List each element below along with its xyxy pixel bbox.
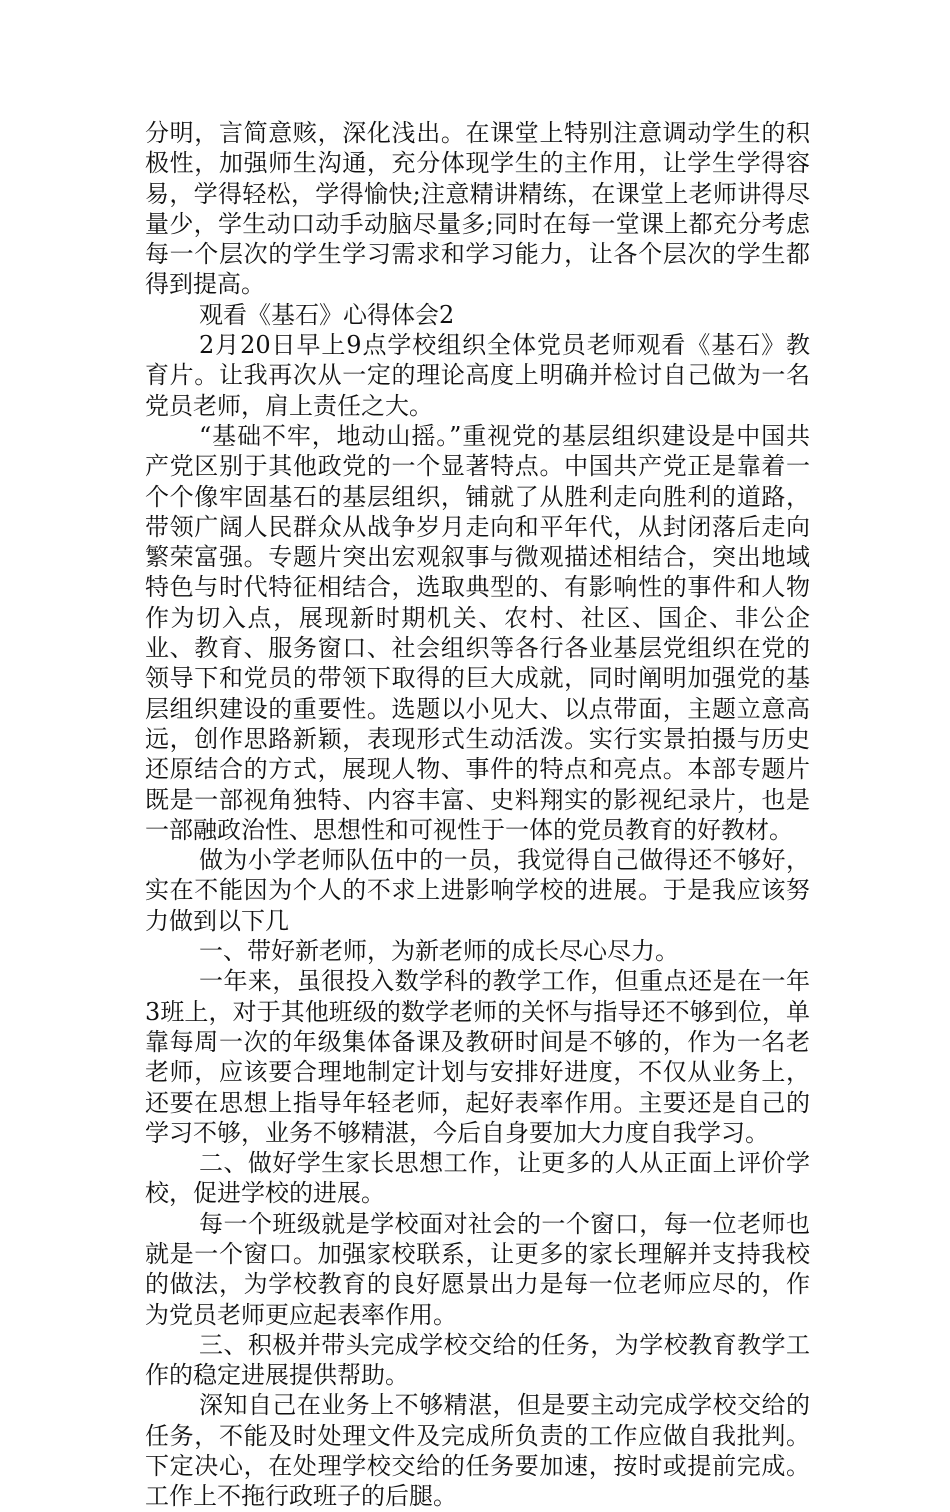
- paragraph: 做为小学老师队伍中的一员，我觉得自己做得还不够好，实在不能因为个人的不求上进影响学校的进展。于是我应该努力做到以下几: [145, 846, 810, 935]
- list-heading: 二、做好学生家长思想工作，让更多的人从正面上评价学校，促进学校的进展。: [145, 1149, 810, 1208]
- list-heading: 三、积极并带头完成学校交给的任务，为学校教育教学工作的稳定进展提供帮助。: [145, 1330, 810, 1390]
- paragraph: 分明，言简意赅，深化浅出。在课堂上特别注意调动学生的积极性，加强师生沟通，充分体现学生的主作用，让学生学得容易，学得轻松，学得愉快;注意精讲精练，在课堂上老师讲得尽量少，学生动口动手动脑尽量多;同时在每一堂课上都充分考虑每一个层次的学生学习需求和学习能力，让各个层次的学生都得到提高。: [145, 119, 810, 299]
- list-heading: 一、带好新老师，为新老师的成长尽心尽力。: [199, 937, 679, 966]
- paragraph: 一年来，虽很投入数学科的教学工作，但重点还是在一年3班上，对于其他班级的数学老师的关怀与指导还不够到位，单靠每周一次的年级集体备课及教研时间是不够的，作为一名老老师，应该要合理地制定计划与安排好进度，不仅从业务上，还要在思想上指导年轻老师，起好表率作用。主要还是自己的学习不够，业务不够精湛，今后自身要加大力度自我学习。: [145, 967, 810, 1147]
- section-heading: 观看《基石》心得体会2: [199, 300, 455, 329]
- document-body: [145, 118, 810, 1512]
- paragraph: 深知自己在业务上不够精湛，但是要主动完成学校交给的任务，不能及时处理文件及完成所负责的工作应做自我批判。下定决心，在处理学校交给的任务要加速，按时或提前完成。工作上不拖行政班子的后腿。: [145, 1391, 810, 1511]
- paragraph: 每一个班级就是学校面对社会的一个窗口，每一位老师也就是一个窗口。加强家校联系，让更多的家长理解并支持我校的做法，为学校教育的良好愿景出力是每一位老师应尽的，作为党员老师更应起表率作用。: [145, 1209, 810, 1329]
- paragraph: 2月20日早上9点学校组织全体党员老师观看《基石》教育片。让我再次从一定的理论高度上明确并检讨自己做为一名党员老师，肩上责任之大。: [145, 331, 810, 420]
- paragraph: “基础不牢，地动山摇。”重视党的基层组织建设是中国共产党区别于其他政党的一个显著特点。中国共产党正是靠着一个个像牢固基石的基层组织，铺就了从胜利走向胜利的道路，带领广阔人民群众从战争岁月走向和平年代，从封闭落后走向繁荣富强。专题片突出宏观叙事与微观描述相结合，突出地域特色与时代特征相结合，选取典型的、有影响性的事件和人物作为切入点，展现新时期机关、农村、社区、国企、非公企业、教育、服务窗口、社会组织等各行各业基层党组织在党的领导下和党员的带领下取得的巨大成就，同时阐明加强党的基层组织建设的重要性。选题以小见大、以点带面，主题立意高远，创作思路新颖，表现形式生动活泼。实行实景拍摄与历史还原结合的方式，展现人物、事件的特点和亮点。本部专题片既是一部视角独特、内容丰富、史料翔实的影视纪录片，也是一部融政治性、思想性和可视性于一体的党员教育的好教材。: [145, 421, 810, 844]
